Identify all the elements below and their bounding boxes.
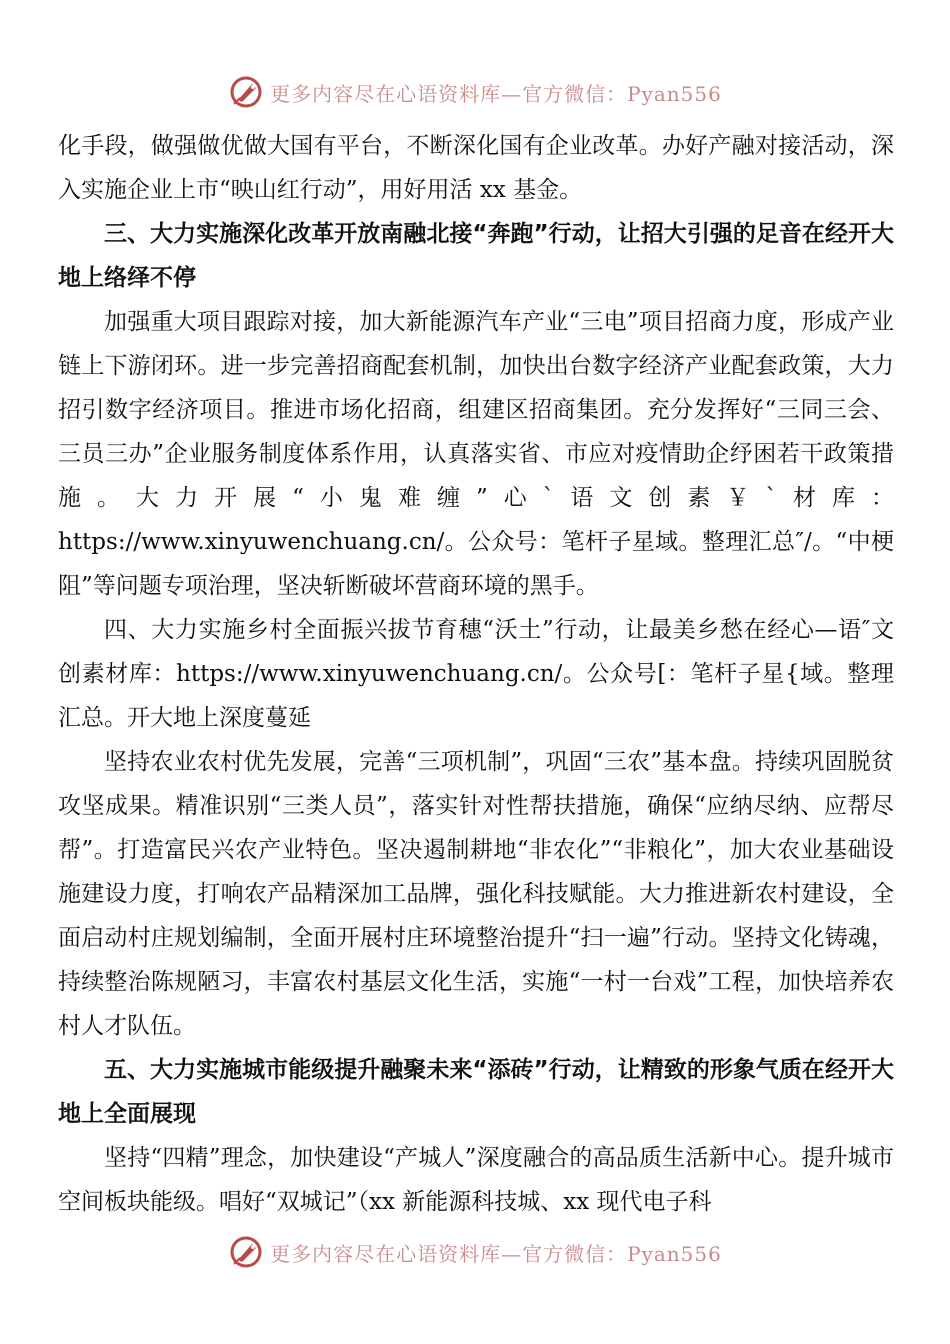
paragraph-4: 坚持农业农村优先发展，完善“三项机制”，巩固“三农”基本盘。持续巩固脱贫攻坚成果。精准识别“三类人员”，落实针对性帮扶措施，确保“应纳尽纳、应帮尽帮”。打造富民兴农产业特色。坚决遏制耕地“非农化”“非粮化”，加大农业基础设施建设力度，打响农产品精深加工品牌，强化科技赋能。大力推进新农村建设，全面启动村庄规划编制，全面开展村庄环境整治提升“扫一遍”行动。坚持文化铸魂，持续整治陈规陋习，丰富农村基层文化生活，实施“一村一台戏”工程，加快培养农村人才队伍。 [58,749,894,1039]
paragraph-1: 化手段，做强做优做大国有平台，不断深化国有企业改革。办好产融对接活动，深入实施企业上市“映山红行动”，用好用活 xx 基金。 [58,133,894,203]
watermark-text: 更多内容尽在心语资料库—官方微信：Pyan556 [270,81,722,106]
paragraph-5: 坚持“四精”理念，加快建设“产城人”深度融合的高品质生活新中心。提升城市空间板块能级。唱好“双城记”（xx 新能源科技城、xx 现代电子科 [58,1145,894,1215]
watermark-text: 更多内容尽在心语资料库—官方微信：Pyan556 [270,1241,722,1266]
section-heading-5: 五、大力实施城市能级提升融聚未来“添砖”行动，让精致的形象气质在经开大地上全面展现 [58,1057,894,1127]
footer-watermark-banner [0,1232,950,1272]
header-watermark-banner [0,72,950,112]
paragraph-3: 四、大力实施乡村全面振兴拔节育穗“沃土”行动，让最美乡愁在经心—语″文创素材库：https://www.xinyuwenchuang.cn/。公众号[：笔杆子星{域。整理汇总。开大地上深度蔓延 [58,617,894,731]
document-body [58,124,894,1224]
section-heading-3: 三、大力实施深化改革开放南融北接“奔跑”行动，让招大引强的足音在经开大地上络绎不停 [58,221,894,291]
paragraph-2: 加强重大项目跟踪对接，加大新能源汽车产业“三电”项目招商力度，形成产业链上下游闭环。进一步完善招商配套机制，加快出台数字经济产业配套政策，大力招引数字经济项目。推进市场化招商，组建区招商集团。充分发挥好“三同三会、三员三办”企业服务制度体系作用，认真落实省、市应对疫情助企纾困若干政策措施。大力开展“小鬼难缠”心`语文创素￥`材库：https://www.xinyuwenchuang.cn/。公众号：笔杆子星域。整理汇总″/。“中梗阻”等问题专项治理，坚决斩断破坏营商环境的黑手。 [58,309,894,599]
pen-nib-circle-icon [228,74,264,110]
pen-nib-circle-icon [228,1234,264,1270]
